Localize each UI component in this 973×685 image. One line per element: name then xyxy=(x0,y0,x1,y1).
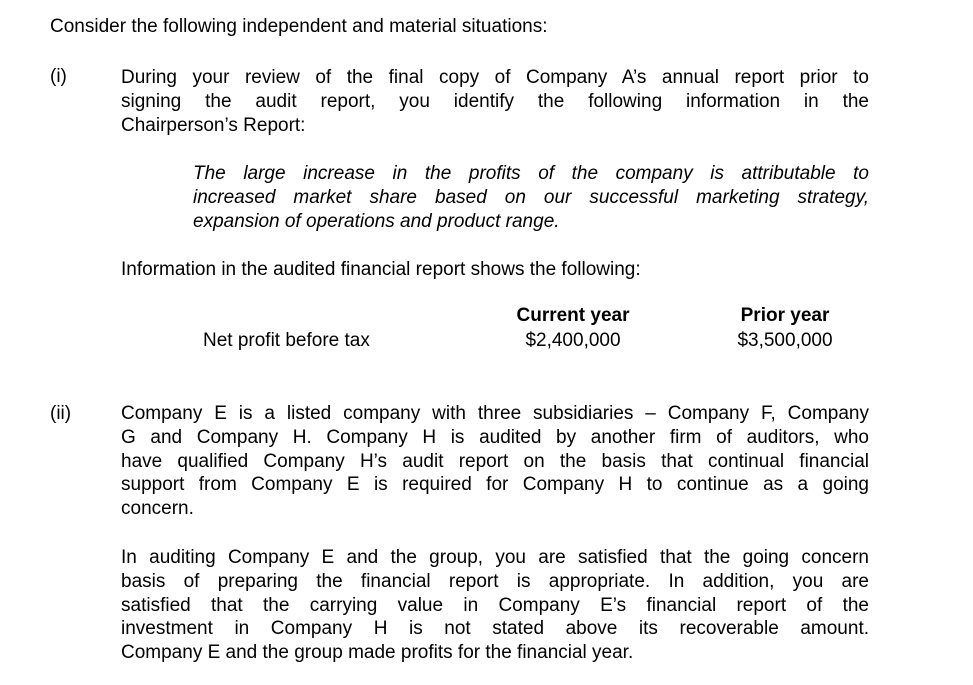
situation-2-line: investment in Company H is not stated above its recoverable amount. xyxy=(121,618,869,640)
situation-2-line: concern. xyxy=(121,498,194,520)
situation-2-line: Company E is a listed company with three subsidiaries – Company F, Company xyxy=(121,403,869,424)
column-header-prior-year: Prior year xyxy=(740,305,830,326)
chairperson-quote xyxy=(193,162,869,233)
situation-2-line: have qualified Company H’s audit report on the basis that continual financial xyxy=(121,450,869,472)
quote-line: increased market share based on our successful marketing strategy, xyxy=(193,186,869,208)
profit-table xyxy=(0,304,973,356)
situation-2-paragraph-2 xyxy=(121,546,869,665)
quote-line: The large increase in the profits of the company is attributable to xyxy=(193,163,869,184)
situation-1-line: During your review of the final copy of Company A’s annual report prior to xyxy=(121,67,869,88)
situation-1-paragraph xyxy=(121,66,869,137)
situation-2-line: Company E and the group made profits for the financial year. xyxy=(121,642,634,664)
row-label-net-profit: Net profit before tax xyxy=(203,330,370,351)
prior-year-value: $3,500,000 xyxy=(737,330,833,351)
quote-line: expansion of operations and product range. xyxy=(193,210,560,232)
column-header-current-year: Current year xyxy=(516,305,630,326)
situation-1-line: Chairperson’s Report: xyxy=(121,114,306,136)
situation-2-line: G and Company H. Company H is audited by another firm of auditors, who xyxy=(121,426,869,448)
situation-2-line: In auditing Company E and the group, you are satisfied that the going concern xyxy=(121,547,869,568)
situation-2-number: (ii) xyxy=(50,403,72,424)
situation-2-line: basis of preparing the financial report is appropriate. In addition, you are xyxy=(121,570,869,592)
situation-2-line: satisfied that the carrying value in Company E’s financial report of the xyxy=(121,594,869,616)
intro-text: Consider the following independent and material situations: xyxy=(50,16,548,37)
situation-1-number: (i) xyxy=(50,66,67,87)
situation-2-paragraph-1 xyxy=(121,402,869,521)
current-year-value: $2,400,000 xyxy=(525,330,621,351)
situation-1-line: signing the audit report, you identify the following information in the xyxy=(121,90,869,112)
info-text: Information in the audited financial report shows the following: xyxy=(121,259,641,280)
situation-2-line: support from Company E is required for Company H to continue as a going xyxy=(121,474,869,496)
